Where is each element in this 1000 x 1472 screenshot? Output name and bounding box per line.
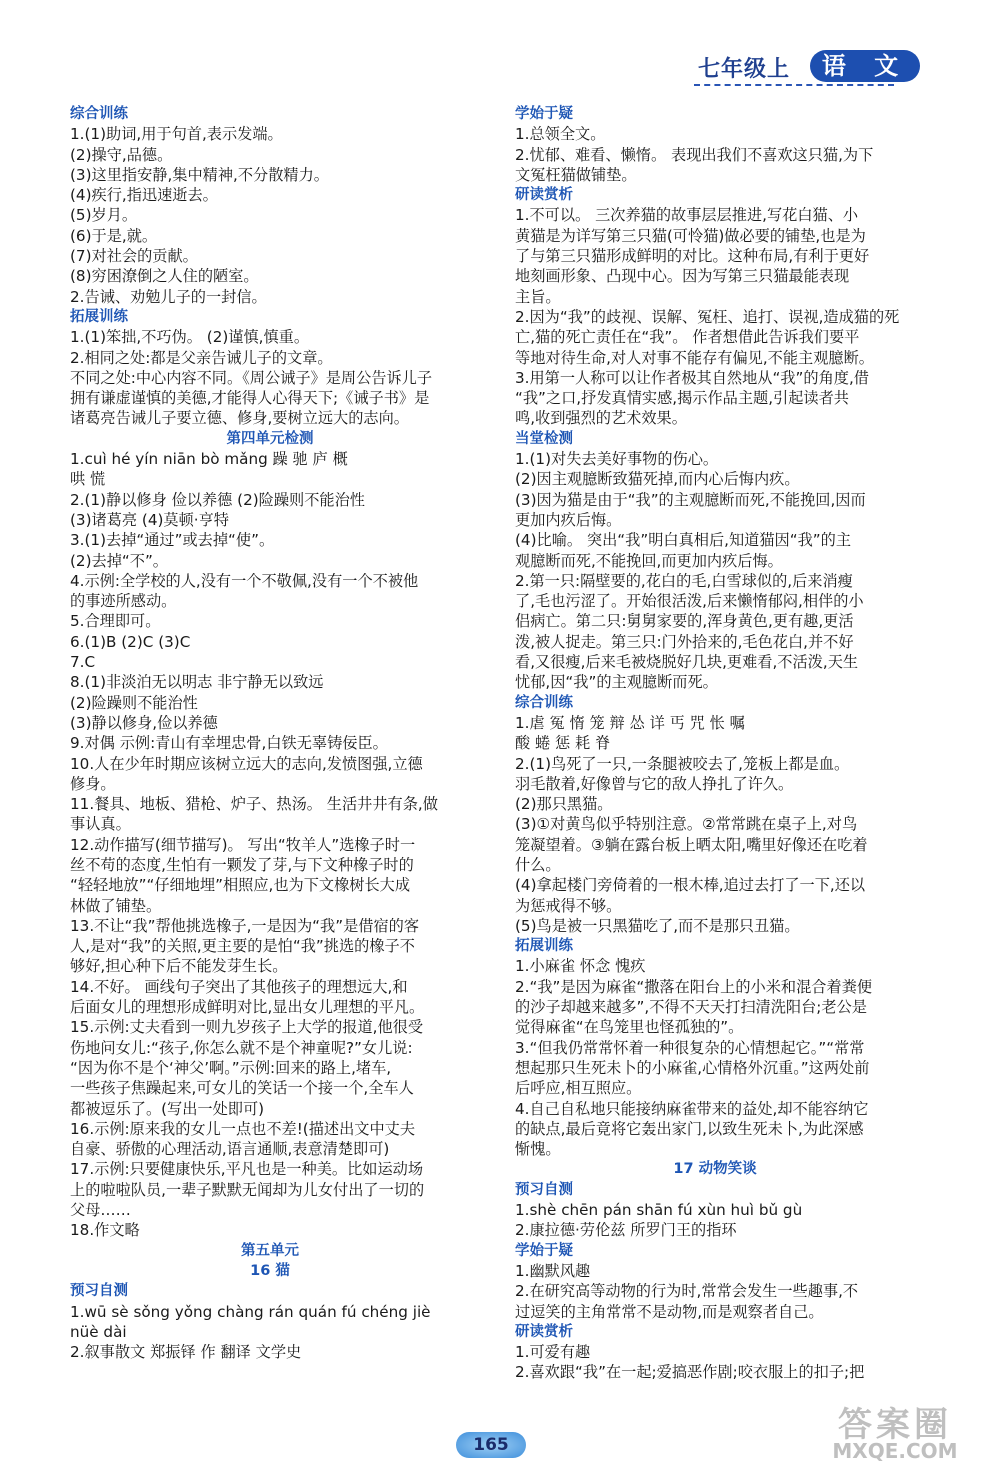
answer-line: 10.人在少年时期应该树立远大的志向,发愤图强,立德: [70, 754, 423, 773]
answer-line: 觉得麻雀“在鸟笼里也怪孤独的”。: [515, 1018, 744, 1037]
answer-line: (2)那只黑猫。: [515, 795, 613, 814]
answer-line: 1.(1)对失去美好事物的伤心。: [515, 450, 719, 469]
answer-line: 2.在研究高等动物的行为时,常常会发生一些趣事,不: [515, 1282, 859, 1301]
answer-line: 1.可爱有趣: [515, 1343, 591, 1362]
grade-label: 七年级上: [698, 57, 791, 82]
answer-line: 1.小麻雀 怀念 愧疚: [515, 957, 646, 976]
section-heading: 研读赏析: [515, 1323, 573, 1340]
answer-line: 2.喜欢跟“我”在一起;爱搞恶作剧;咬衣服上的扣子;把: [515, 1363, 865, 1382]
answer-line: 1.不可以。 三次养猫的故事层层推进,写花白猫、小: [515, 206, 859, 225]
answer-line: 后面女儿的理想形成鲜明对比,显出女儿理想的平凡。: [70, 998, 425, 1017]
answer-line: 2.相同之处:都是父亲告诫儿子的文章。: [70, 348, 333, 367]
left-column: [70, 104, 470, 1362]
answer-line: 拥有谦虚谨慎的美德,才能得人心得天下;《诫子书》是: [70, 389, 430, 408]
answer-line: 林做了铺垫。: [70, 896, 162, 915]
answer-line: 2.第一只:隔壁要的,花白的毛,白雪球似的,后来消瘦: [515, 571, 853, 590]
answer-line: 想起那只生死未卜的小麻雀,心情格外沉重。”这两处前: [515, 1058, 870, 1077]
answer-line: 1.cuì hé yín niān bò mǎng 躁 驰 庐 概: [70, 450, 348, 469]
section-heading: 预习自测: [70, 1283, 128, 1300]
answer-line: 地刻画形象、凸现中心。因为写第三只猫最能表现: [515, 267, 850, 286]
answer-line: “因为你不是个‘神父’啊。”示例:回来的路上,堵车,: [70, 1058, 392, 1077]
answer-line: 1.wū sè sǒng yǒng chàng rán quán fú chéng jiè: [70, 1302, 431, 1321]
answer-line: 为惩戒得不够。: [515, 896, 622, 915]
answer-line: 诸葛亮告诫儿子要立德、修身,要树立远大的志向。: [70, 409, 409, 428]
answer-line: 伤地问女儿:“孩子,你怎么就不是个神童呢?”女儿说:: [70, 1038, 413, 1057]
answer-line: (2)因主观臆断致猫死掉,而内心后悔内疚。: [515, 470, 800, 489]
section-heading: 学始于疑: [515, 106, 573, 122]
answer-line: (5)岁月。: [70, 206, 138, 225]
answer-line: 文冤枉猫做铺垫。: [515, 165, 637, 184]
answer-line: (4)比喻。 突出“我”明白真相后,知道猫因“我”的主: [515, 531, 852, 550]
section-heading: 研读赏析: [515, 187, 573, 204]
section-heading: 综合训练: [515, 694, 573, 711]
answer-line: 观臆断而死,不能挽回,而更加内疚后悔。: [515, 551, 783, 570]
answer-line: 2.告诫、劝勉儿子的一封信。: [70, 287, 267, 306]
answer-line: 人,是对“我”的关照,更主要的是怕“我”挑选的橡子不: [70, 937, 415, 956]
answer-line: 18.作文略: [70, 1221, 140, 1240]
answer-line: 父母……: [70, 1201, 131, 1220]
right-column: [515, 104, 915, 1383]
answer-line: 9.对偶 示例:青山有幸埋忠骨,白铁无辜铸佞臣。: [70, 734, 388, 753]
answer-line: 丝不苟的态度,生怕有一颗发了芽,与下文种橡子时的: [70, 855, 414, 874]
answer-line: 了与第三只猫形成鲜明的对比。这种布局,有利于更好: [515, 247, 870, 266]
answer-line: 的缺点,最后竟将它轰出家门,以致生死未卜,为此深感: [515, 1119, 864, 1138]
answer-line: (3)静以修身,俭以养德: [70, 713, 218, 732]
answer-line: (3)这里指安静,集中精神,不分散精力。: [70, 165, 329, 184]
answer-line: (7)对社会的贡献。: [70, 247, 198, 266]
answer-line: 的沙子却越来越多”,不得不天天打扫清洗阳台;老公是: [515, 998, 867, 1017]
answer-line: (3)①对黄鸟似乎特别注意。②常常跳在桌子上,对鸟: [515, 815, 858, 834]
answer-line: 都被逗乐了。(写出一处即可): [70, 1099, 265, 1118]
answer-line: (2)险躁则不能治性: [70, 693, 198, 712]
answer-line: 侣病亡。第二只:舅舅家要的,浑身黄色,更有趣,更活: [515, 612, 854, 631]
answer-line: 2.“我”是因为麻雀“撒落在阳台上的小米和混合着粪便: [515, 977, 873, 996]
answer-line: 酸 蜷 惩 耗 脊: [515, 734, 611, 753]
answer-line: (3)因为猫是由于“我”的主观臆断而死,不能挽回,因而: [515, 490, 866, 509]
answer-line: 8.(1)非淡泊无以明志 非宁静无以致远: [70, 673, 324, 692]
unit-heading: 第四单元检测: [226, 430, 314, 447]
answer-line: 1.幽默风趣: [515, 1261, 591, 1280]
answer-line: 2.康拉德·劳伦兹 所罗门王的指环: [515, 1221, 737, 1240]
answer-line: 主旨。: [515, 287, 561, 306]
answer-line: 2.因为“我”的歧视、误解、冤枉、追打、误视,造成猫的死: [515, 307, 900, 326]
watermark-url: MXQE.COM: [832, 1439, 958, 1463]
answer-line: 15.示例:丈夫看到一则九岁孩子上大学的报道,他很受: [70, 1018, 424, 1037]
section-heading: 拓展训练: [70, 308, 128, 325]
answer-line: 3.(1)去掉“通过”或去掉“使”。: [70, 531, 275, 550]
answer-line: 鸣,收到强烈的艺术效果。: [515, 409, 687, 428]
answer-line: 1.(1)笨拙,不巧伪。 (2)谨慎,慎重。: [70, 328, 310, 347]
subject-badge: 语 文: [810, 50, 920, 82]
answer-line: 更加内疚后悔。: [515, 510, 622, 529]
answer-line: 不同之处:中心内容不同。《周公诫子》是周公告诉儿子: [70, 368, 433, 387]
watermark-logo: [800, 1405, 990, 1466]
answer-line: 后呼应,相互照应。: [515, 1079, 642, 1098]
answer-line: (5)鸟是被一只黑猫吃了,而不是那只丑猫。: [515, 916, 800, 935]
answer-line: 哄 慌: [70, 470, 106, 489]
answer-line: 3.用第一人称可以让作者极其自然地从“我”的角度,借: [515, 368, 869, 387]
answer-line: 等地对待生命,对人对事不能存有偏见,不能主观臆断。: [515, 348, 874, 367]
answer-line: (6)于是,就。: [70, 226, 158, 245]
answer-line: (4)疾行,指迅速逝去。: [70, 186, 218, 205]
answer-line: 惭愧。: [515, 1140, 561, 1159]
section-heading: 拓展训练: [515, 938, 573, 955]
answer-line: 4.示例:全学校的人,没有一个不敬佩,没有一个不被他: [70, 571, 419, 590]
section-heading: 学始于疑: [515, 1242, 573, 1259]
answer-line: “我”之口,抒发真情实感,揭示作品主题,引起读者共: [515, 389, 849, 408]
answer-line: 11.餐具、地板、猎枪、炉子、热汤。 生活井井有条,做: [70, 795, 438, 814]
answer-line: 事认真。: [70, 815, 131, 834]
answer-line: (4)拿起楼门旁倚着的一根木棒,追过去打了一下,还以: [515, 876, 866, 895]
answer-line: 1.总领全文。: [515, 125, 606, 144]
page-header: [680, 48, 920, 90]
answer-line: 什么。: [515, 855, 561, 874]
answer-line: 4.自己自私地只能接纳麻雀带来的益处,却不能容纳它: [515, 1099, 869, 1118]
watermark-title: 答案圈: [838, 1405, 952, 1445]
answer-line: 看,又很瘦,后来毛被烧脱好几块,更难看,不活泼,天生: [515, 653, 859, 672]
answer-line: 2.(1)鸟死了一只,一条腿被咬去了,笼板上都是血。: [515, 754, 850, 773]
answer-line: (2)去掉“不”。: [70, 551, 168, 570]
answer-line: (8)穷困潦倒之人住的陋室。: [70, 267, 259, 286]
answer-line: 的事迹所感动。: [70, 592, 177, 611]
answer-line: 5.合理即可。: [70, 612, 161, 631]
answer-line: nüè dài: [70, 1322, 127, 1341]
answer-line: 笼凝望着。③躺在露台板上晒太阳,嘴里好像还在吃着: [515, 835, 868, 854]
answer-line: 黄猫是为详写第三只猫(可怜猫)做必要的铺垫,也是为: [515, 226, 866, 245]
answer-line: 16.示例:原来我的女儿一点也不差!(描述出文中丈夫: [70, 1119, 416, 1138]
answer-line: 1.(1)助词,用于句首,表示发端。: [70, 125, 283, 144]
answer-line: 17.示例:只要健康快乐,平凡也是一种美。比如运动场: [70, 1160, 424, 1179]
answer-line: 忧郁,因“我”的主观臆断而死。: [515, 673, 718, 692]
answer-line: 6.(1)B (2)C (3)C: [70, 632, 191, 651]
answer-line: 修身。: [70, 774, 116, 793]
answer-line: (3)诸葛亮 (4)莫顿·亨特: [70, 510, 229, 529]
answer-line: 12.动作描写(细节描写)。 写出“牧羊人”选橡子时一: [70, 835, 416, 854]
answer-line: 1.虐 冤 惰 笼 辩 怂 详 丐 咒 怅 嘱: [515, 713, 745, 732]
page-number: 165: [456, 1432, 526, 1458]
answer-line: “轻轻地放”“仔细地埋”相照应,也为下文橡树长大成: [70, 876, 411, 895]
header-divider: [694, 84, 894, 86]
answer-line: 2.叙事散文 郑振铎 作 翻译 文学史: [70, 1343, 302, 1362]
answer-line: 羽毛散着,好像曾与它的敌人挣扎了许久。: [515, 774, 794, 793]
section-heading: 预习自测: [515, 1181, 573, 1198]
answer-line: 2.(1)静以修身 俭以养德 (2)险躁则不能治性: [70, 490, 365, 509]
answer-line: 自豪、骄傲的心理活动,语言通顺,表意清楚即可): [70, 1140, 390, 1159]
answer-line: 泼,被人捉走。第三只:门外拾来的,毛色花白,并不好: [515, 632, 854, 651]
unit-heading: 第五单元: [241, 1242, 299, 1259]
answer-line: 2.忧郁、难看、懒惰。 表现出我们不喜欢这只猫,为下: [515, 145, 874, 164]
answer-line: 13.不让“我”帮他挑选橡子,一是因为“我”是借宿的客: [70, 916, 420, 935]
answer-line: 亡,猫的死亡责任在“我”。 作者想借此告诉我们要平: [515, 328, 860, 347]
section-heading: 综合训练: [70, 106, 128, 122]
answer-line: 上的啦啦队员,一辈子默默无闻却为儿女付出了一切的: [70, 1180, 425, 1199]
answer-line: 了,毛也污涩了。开始很活泼,后来懒惰郁闷,相伴的小: [515, 592, 864, 611]
answer-line: 1.shè chēn pán shān fú xùn huì bǔ gù: [515, 1201, 803, 1220]
answer-line: 3.“但我仍常常怀着一种很复杂的心情想起它。”“常常: [515, 1038, 865, 1057]
answer-line: 14.不好。 画线句子突出了其他孩子的理想远大,和: [70, 977, 408, 996]
unit-heading: 17 动物笑谈: [673, 1161, 757, 1178]
answer-line: 7.C: [70, 653, 96, 672]
answer-line: (2)操守,品德。: [70, 145, 173, 164]
answer-line: 过逗笑的主角常常不是动物,而是观察者自己。: [515, 1302, 824, 1321]
answer-line: 够好,担心种下后不能发芽生长。: [70, 957, 288, 976]
answer-line: 一些孩子焦躁起来,可女儿的笑话一个接一个,全车人: [70, 1079, 414, 1098]
unit-heading: 16 猫: [250, 1262, 290, 1279]
section-heading: 当堂检测: [515, 430, 573, 447]
